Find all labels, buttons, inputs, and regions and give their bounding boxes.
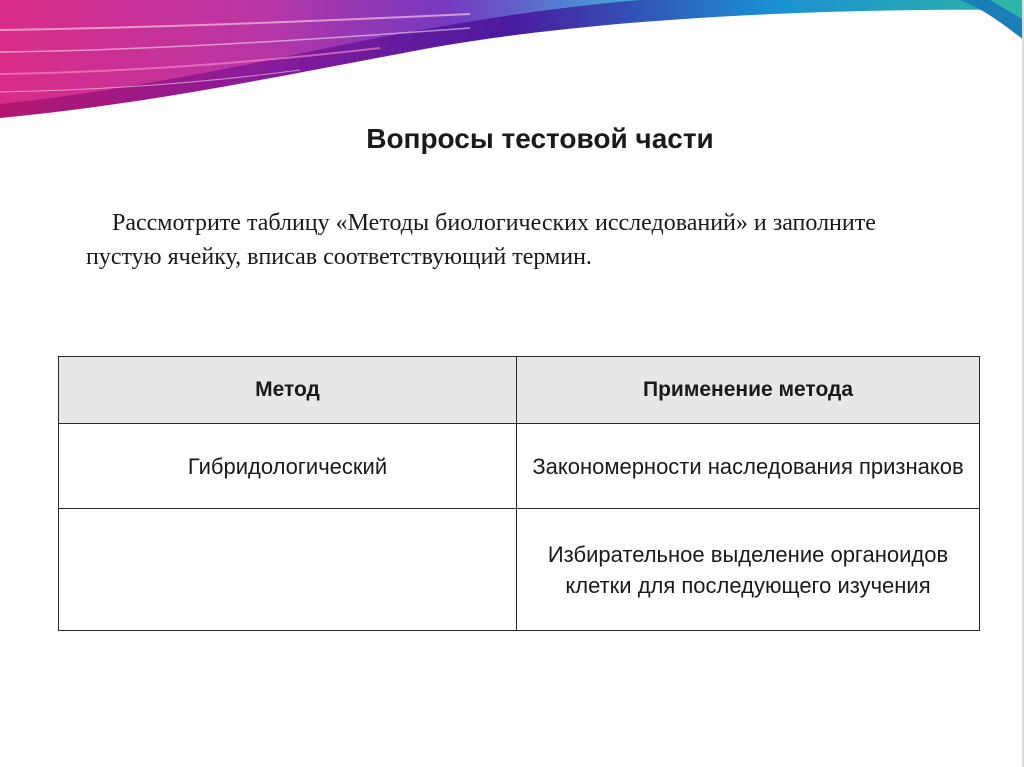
cell-method-empty[interactable]: [59, 509, 517, 631]
table-row: [59, 424, 980, 509]
table-row: [59, 509, 980, 631]
instruction-text: Рассмотрите таблицу «Методы биологических исследований» и заполните пустую ячейку, вписав соответствующий термин.: [86, 210, 876, 270]
cell-method: Гибридологический: [59, 424, 517, 509]
decorative-banner: [0, 0, 1024, 125]
cell-application: Избирательное выделение органоидов клетки для последующего изучения: [517, 509, 980, 631]
header-method: Метод: [59, 357, 517, 424]
table-header-row: [59, 357, 980, 424]
methods-table: [58, 356, 980, 631]
cell-application: Закономерности наследования признаков: [517, 424, 980, 509]
slide-title: Вопросы тестовой части: [366, 123, 714, 154]
header-application: Применение метода: [517, 357, 980, 424]
